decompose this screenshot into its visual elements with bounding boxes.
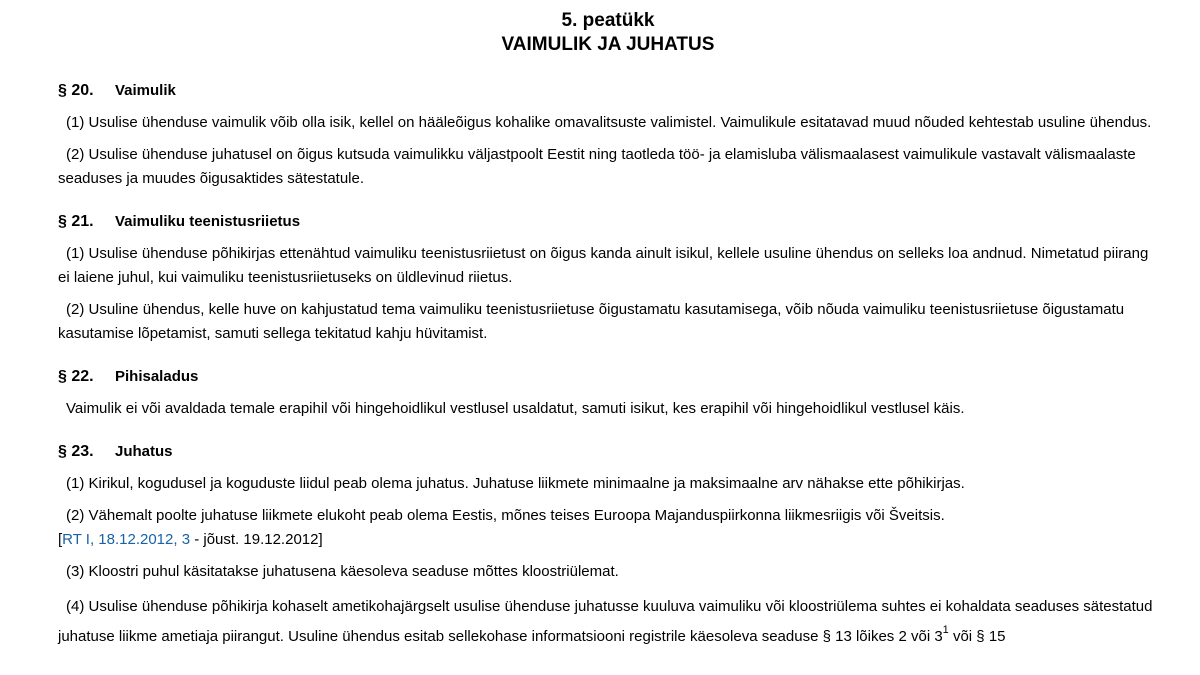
paragraph: (2) Usuline ühendus, kelle huve on kahjustatud tema vaimuliku teenistusriietuse õigustamatu kasutamisega, võib nõuda vaimuliku teenistusriietuse õigustamatu kasutamise lõpetamist, samuti sellega tekitatud kahju hüvitamist. — [58, 301, 1125, 342]
amendment-effective: - jõust. 19.12.2012] — [190, 531, 323, 548]
paragraph — [58, 592, 1158, 652]
section-number: § 22. — [58, 368, 94, 385]
chapter-title: VAIMULIK JA JUHATUS — [501, 34, 715, 55]
superscript: 1 — [942, 624, 949, 636]
section-20 — [58, 81, 1158, 191]
chapter-heading — [58, 9, 1158, 57]
paragraph: (3) Kloostri puhul käsitatakse juhatusena käesoleva seaduse mõttes kloostriülemat. — [66, 563, 619, 580]
section-heading — [58, 442, 1158, 462]
section-heading — [58, 81, 1158, 101]
section-number: § 21. — [58, 213, 94, 230]
section-number: § 20. — [58, 82, 94, 99]
paragraph: (1) Usulise ühenduse vaimulik võib olla isik, kellel on hääleõigus kohalike omavalitsuste valimistel. Vaimulikule esitatavad muud nõuded kehtestab usuline ühendus. — [66, 114, 1152, 131]
paragraph: (2) Usulise ühenduse juhatusel on õigus kutsuda vaimulikku väljastpoolt Eestit ning taotleda töö- ja elamisluba välismaalasest vaimulikule vastavalt välismaalaste seaduses ja muudes õigusaktides sätestatule. — [58, 146, 1136, 187]
section-title: Juhatus — [115, 443, 173, 460]
section-number: § 23. — [58, 443, 94, 460]
section-heading — [58, 212, 1158, 232]
paragraph-text: (4) Usulise ühenduse põhikirja kohaselt ametikohajärgselt usulise ühenduse juhatusse kuuluva vaimuliku või kloostriülema suhtes ei kohaldata seaduses sätestatud juhatuse liikme ametiaja piirangut. Usuline ühendus esitab sellekohase informatsiooni registrile käesoleva seaduse § 13 lõikes 2 või 3 — [58, 598, 1153, 645]
section-title: Pihisaladus — [115, 368, 199, 385]
amendment-note — [58, 528, 1158, 552]
section-21 — [58, 212, 1158, 346]
section-title: Vaimulik — [115, 82, 176, 99]
section-heading — [58, 367, 1158, 387]
paragraph: (1) Usulise ühenduse põhikirjas ettenähtud vaimuliku teenistusriietust on õigus kanda ainult isikul, kellele usuline ühendus on selleks loa andnud. Nimetatud piirang ei laiene juhul, kui vaimuliku teenistusriietuseks on üldlevinud riietus. — [58, 245, 1149, 286]
paragraph: (1) Kirikul, kogudusel ja koguduste liidul peab olema juhatus. Juhatuse liikmete minimaalne ja maksimaalne arv nähakse ette põhikirjas. — [66, 475, 965, 492]
amendment-bracket: [ — [58, 531, 63, 548]
chapter-number: 5. peatükk — [561, 10, 655, 31]
paragraph: (2) Vähemalt poolte juhatuse liikmete elukoht peab olema Eestis, mõnes teises Euroopa Majanduspiirkonna liikmesriigis või Šveitsis. — [66, 507, 945, 524]
paragraph-text-cont: või § 15 — [948, 628, 1006, 645]
section-22 — [58, 367, 1158, 421]
section-title: Vaimuliku teenistusriietus — [115, 213, 301, 230]
law-document — [58, 0, 1158, 652]
paragraph: Vaimulik ei või avaldada temale erapihil või hingehoidlikul vestlusel usaldatut, samuti isikut, kes erapihil või hingehoidlikul vestlusel käis. — [66, 400, 965, 417]
amendment-link[interactable]: RT I, 18.12.2012, 3 — [62, 531, 191, 548]
section-23 — [58, 442, 1158, 652]
